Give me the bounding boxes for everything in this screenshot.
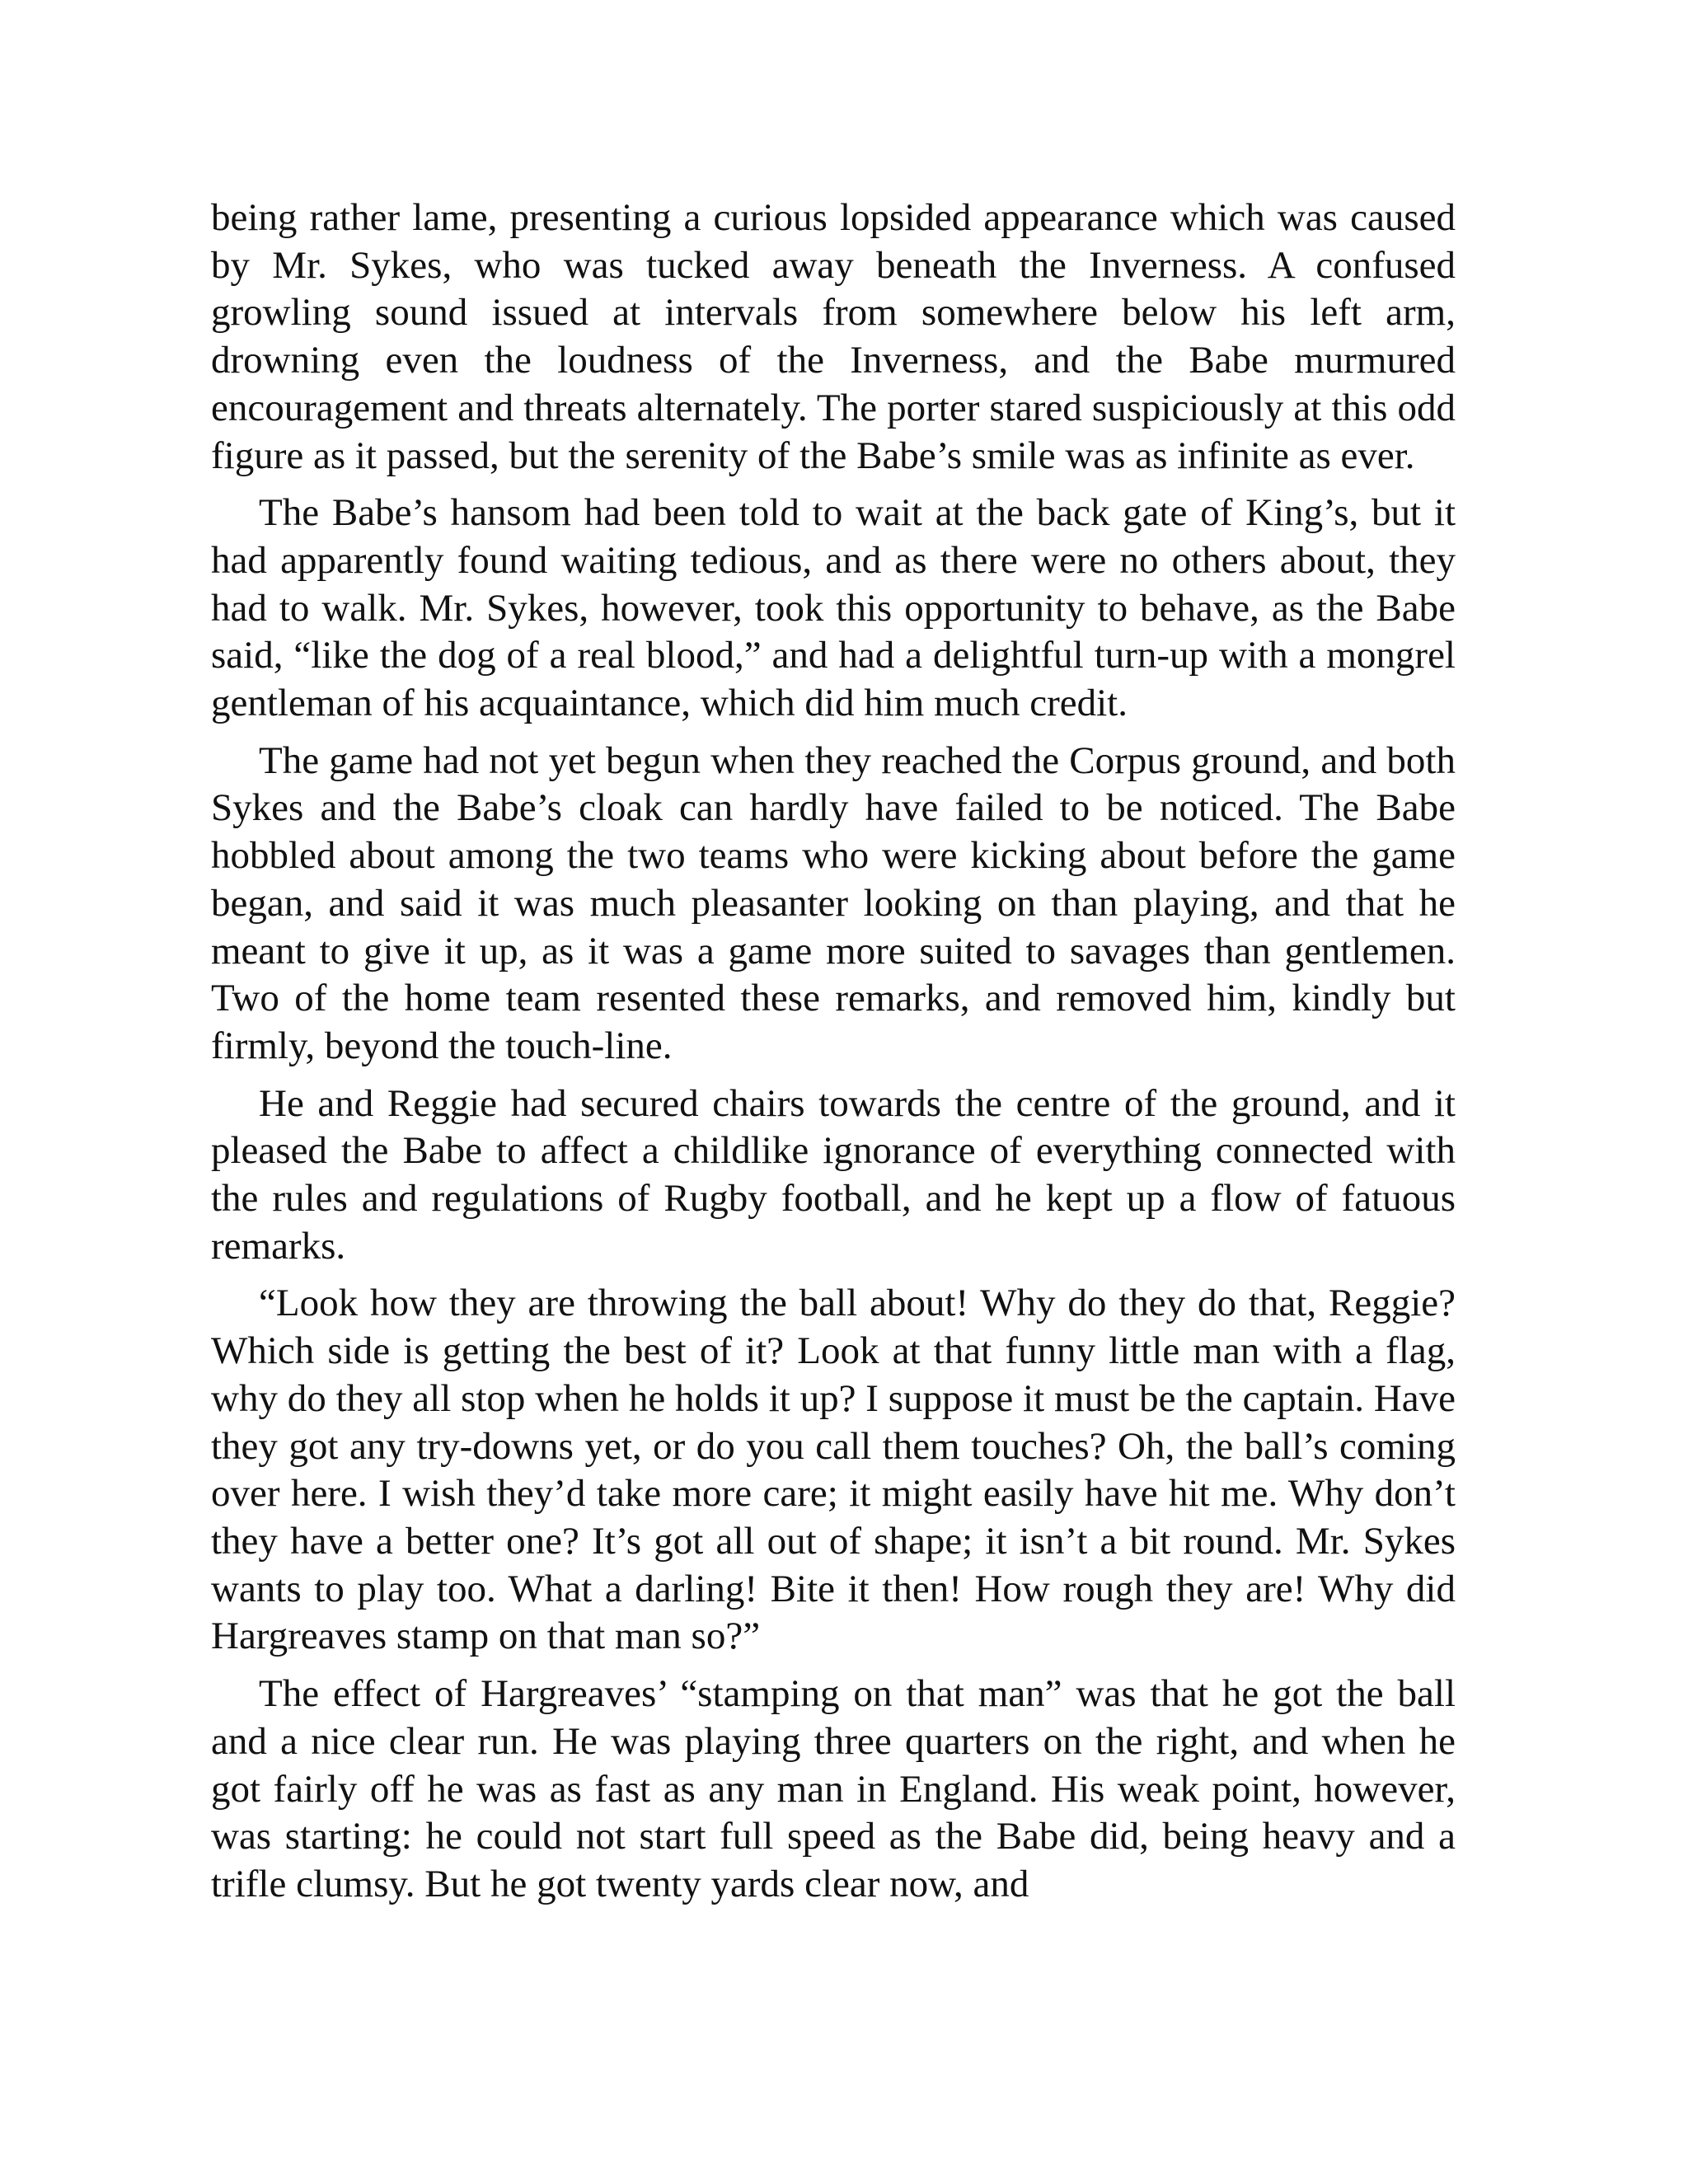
page-body xyxy=(211,194,1456,1919)
paragraph-4: He and Reggie had secured chairs towards the centre of the ground, and it pleased the Babe to affect a childlike ignorance of everything connected with the rules and regulations of Rugby football, and he kept up a flow of fatuous remarks. xyxy=(211,1081,1456,1268)
paragraph-5: “Look how they are throwing the ball about! Why do they do that, Reggie? Which side is getting the best of it? Look at that funny little man with a flag, why do they all stop when he holds it up? I suppose it must be the captain. Have they got any try-downs yet, or do you call them touches? Oh, the ball’s coming over here. I wish they’d take more care; it might easily have hit me. Why don’t they have a better one? It’s got all out of shape; it isn’t a bit round. Mr. Sykes wants to play too. What a darling! Bite it then! How rough they are! Why did Hargreaves stamp on that man so?” xyxy=(211,1282,1456,1658)
paragraph-3: The game had not yet begun when they reached the Corpus ground, and both Sykes and the Babe’s cloak can hardly have failed to be noticed. The Babe hobbled about among the two teams who were kicking about before the game began, and said it was much pleasanter looking on than playing, and that he meant to give it up, as it was a game more suited to savages than gentlemen. Two of the home team resented these remarks, and removed him, kindly but firmly, beyond the touch-line. xyxy=(211,738,1456,1067)
paragraph-2: The Babe’s hansom had been told to wait at the back gate of King’s, but it had apparently found waiting tedious, and as there were no others about, they had to walk. Mr. Sykes, however, took this opportunity to behave, as the Babe said, “like the dog of a real blood,” and had a delightful turn-up with a mongrel gentleman of his acquaintance, which did him much credit. xyxy=(211,491,1456,725)
paragraph-1: being rather lame, presenting a curious lopsided appearance which was caused by Mr. Sykes, who was tucked away beneath the Inverness. A confused growling sound issued at intervals from somewhere below his left arm, drowning even the loudness of the Inverness, and the Babe murmured encouragement and threats alternately. The porter stared suspiciously at this odd figure as it passed, but the serenity of the Babe’s smile was as infinite as ever. xyxy=(211,196,1456,477)
paragraph-6: The effect of Hargreaves’ “stamping on that man” was that he got the ball and a nice clear run. He was playing three quarters on the right, and when he got fairly off he was as fast as any man in England. His weak point, however, was starting: he could not start full speed as the Babe did, being heavy and a trifle clumsy. But he got twenty yards clear now, and xyxy=(211,1672,1456,1905)
